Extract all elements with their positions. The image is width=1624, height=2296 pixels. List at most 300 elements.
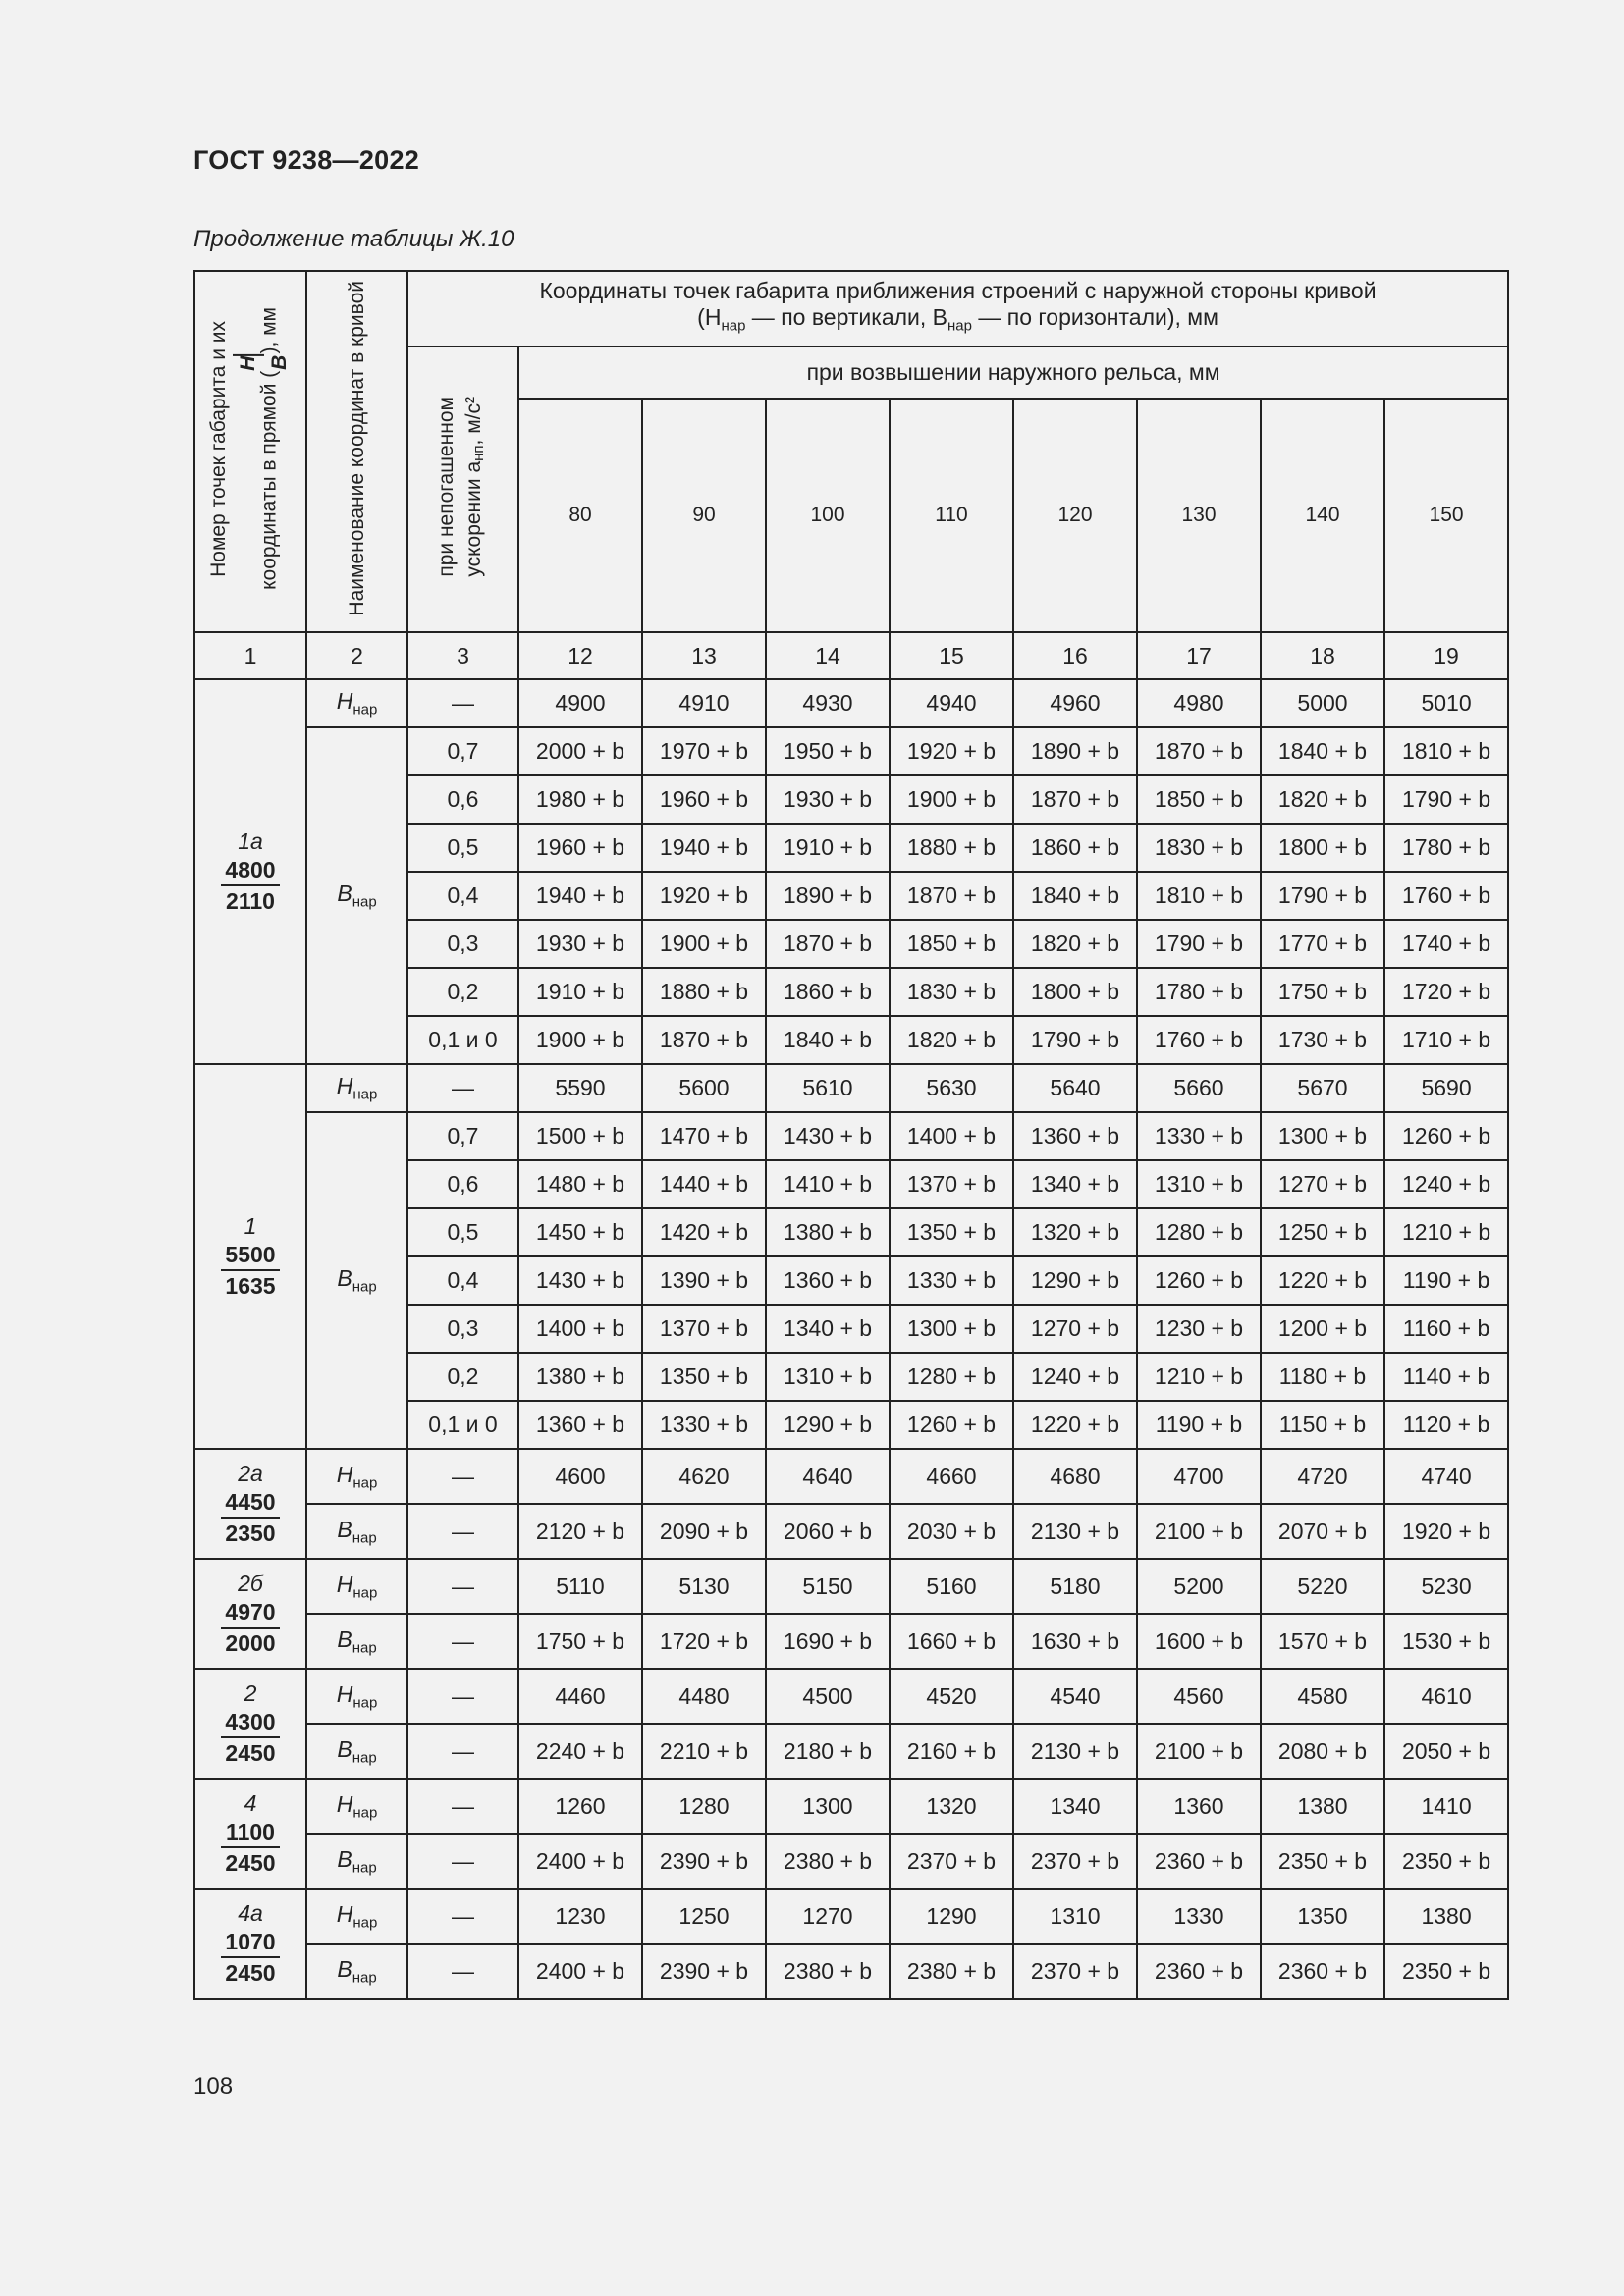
coord-b-label (306, 1112, 407, 1449)
b-value: 1960 + b (642, 775, 766, 824)
point-name: 4 (244, 1789, 257, 1816)
header-point-line1: Номер точек габарита и их (207, 320, 230, 577)
acceleration-value: 0,4 (407, 872, 518, 920)
b-value: 1400 + b (890, 1112, 1013, 1160)
acceleration-value: 0,6 (407, 775, 518, 824)
elevation-value: 120 (1013, 399, 1137, 632)
b-value: 1720 + b (642, 1614, 766, 1669)
elevation-value: 140 (1261, 399, 1384, 632)
b-value: 1870 + b (642, 1016, 766, 1064)
b-value: 1430 + b (766, 1112, 890, 1160)
b-value: 1800 + b (1013, 968, 1137, 1016)
acceleration-value: — (407, 1064, 518, 1112)
h-value: 4500 (766, 1669, 890, 1724)
h-value: 5670 (1261, 1064, 1384, 1112)
h-value: 1300 (766, 1779, 890, 1834)
coord-subscript: нар (352, 1804, 378, 1822)
coord-subscript: нар (352, 1584, 378, 1602)
b-value: 1260 + b (890, 1401, 1013, 1449)
b-value: 1330 + b (1137, 1112, 1261, 1160)
column-number: 18 (1261, 632, 1384, 679)
elevation-value: 130 (1137, 399, 1261, 632)
coord-subscript: нар (352, 1969, 377, 1987)
b-value: 2240 + b (518, 1724, 642, 1779)
b-value: 2210 + b (642, 1724, 766, 1779)
h-value: 5690 (1384, 1064, 1508, 1112)
coord-h-label (306, 1779, 407, 1834)
table-row (194, 1449, 1508, 1504)
coord-h-label (306, 1559, 407, 1614)
b-value: 1230 + b (1137, 1305, 1261, 1353)
h-value: 4940 (890, 679, 1013, 727)
coord-symbol: B (337, 881, 352, 907)
b-value: 1390 + b (642, 1256, 766, 1305)
b-value: 1250 + b (1261, 1208, 1384, 1256)
h-value: 1250 (642, 1889, 766, 1944)
b-value: 1870 + b (890, 872, 1013, 920)
b-value: 2350 + b (1384, 1944, 1508, 1999)
column-number: 17 (1137, 632, 1261, 679)
b-value: 2390 + b (642, 1834, 766, 1889)
h-value: 4460 (518, 1669, 642, 1724)
header-main (407, 271, 1508, 347)
b-value: 1190 + b (1137, 1401, 1261, 1449)
coord-b-label (306, 1614, 407, 1669)
coord-subscript: нар (352, 1694, 378, 1712)
coord-symbol: H (336, 1790, 353, 1817)
b-value: 1360 + b (766, 1256, 890, 1305)
point-cell (194, 1779, 306, 1889)
table-row (194, 1724, 1508, 1779)
h-value: 4600 (518, 1449, 642, 1504)
coord-symbol: H (336, 1073, 353, 1099)
h-value: 4680 (1013, 1449, 1137, 1504)
point-cell (194, 1559, 306, 1669)
b-value: 1530 + b (1384, 1614, 1508, 1669)
b-value: 2030 + b (890, 1504, 1013, 1559)
b-value: 1870 + b (1013, 775, 1137, 824)
b-value: 1900 + b (642, 920, 766, 968)
h-value: 4580 (1261, 1669, 1384, 1724)
header-fraction: H B (233, 354, 296, 371)
b-value: 1360 + b (518, 1401, 642, 1449)
b-value: 1380 + b (518, 1353, 642, 1401)
header-elevation: при возвышении наружного рельса, мм (518, 347, 1508, 399)
column-number: 15 (890, 632, 1013, 679)
b-value: 1730 + b (1261, 1016, 1384, 1064)
h-value: 5630 (890, 1064, 1013, 1112)
acceleration-value: — (407, 1779, 518, 1834)
h-value: 4720 (1261, 1449, 1384, 1504)
table-row (194, 727, 1508, 775)
h-value: 5130 (642, 1559, 766, 1614)
point-h: 5500 (221, 1240, 280, 1271)
acceleration-value: — (407, 1834, 518, 1889)
header-main-line2: ($H_{нар}$ — по вертикали, $B_{нар}$ — по горизонтали), мм (697, 304, 1218, 335)
b-value: 1140 + b (1384, 1353, 1508, 1401)
coord-symbol: H (336, 688, 353, 715)
b-value: 1760 + b (1137, 1016, 1261, 1064)
table-row (194, 1112, 1508, 1160)
h-value: 1350 (1261, 1889, 1384, 1944)
coord-subscript: нар (352, 1086, 378, 1103)
b-value: 1930 + b (766, 775, 890, 824)
b-value: 1750 + b (518, 1614, 642, 1669)
point-cell (194, 679, 306, 1064)
b-value: 1790 + b (1137, 920, 1261, 968)
point-b: 2450 (225, 1959, 276, 1986)
coord-h-label (306, 1449, 407, 1504)
acceleration-value: — (407, 1449, 518, 1504)
point-h: 1100 (221, 1817, 280, 1848)
h-value: 5110 (518, 1559, 642, 1614)
coord-symbol: B (337, 1626, 352, 1652)
header-point-unit: , мм (257, 307, 281, 347)
b-value: 1300 + b (890, 1305, 1013, 1353)
h-value: 1360 (1137, 1779, 1261, 1834)
h-value: 1310 (1013, 1889, 1137, 1944)
h-value: 4740 (1384, 1449, 1508, 1504)
h-value: 5600 (642, 1064, 766, 1112)
table-row (194, 1779, 1508, 1834)
b-value: 1820 + b (1261, 775, 1384, 824)
h-value: 1340 (1013, 1779, 1137, 1834)
h-value: 5000 (1261, 679, 1384, 727)
table-row (194, 1064, 1508, 1112)
header-point-coords: Номер точек габарита и их координаты в прямой ( H B ), мм (194, 271, 306, 632)
b-value: 1120 + b (1384, 1401, 1508, 1449)
coord-symbol: B (337, 1845, 352, 1872)
h-value: 5220 (1261, 1559, 1384, 1614)
h-value: 5610 (766, 1064, 890, 1112)
h-value: 1380 (1261, 1779, 1384, 1834)
b-value: 1920 + b (890, 727, 1013, 775)
elevation-value: 150 (1384, 399, 1508, 632)
header-acceleration: при непогашенном ускорении $a_{нп}$, м/с² (407, 347, 518, 632)
b-value: 1660 + b (890, 1614, 1013, 1669)
column-number: 2 (306, 632, 407, 679)
acceleration-value: — (407, 1944, 518, 1999)
h-value: 4520 (890, 1669, 1013, 1724)
table-row (194, 1559, 1508, 1614)
point-name: 2б (238, 1570, 263, 1596)
b-value: 1820 + b (890, 1016, 1013, 1064)
b-value: 1240 + b (1013, 1353, 1137, 1401)
acceleration-value: 0,1 и 0 (407, 1401, 518, 1449)
table-row (194, 1889, 1508, 1944)
b-value: 1470 + b (642, 1112, 766, 1160)
table-row (194, 1944, 1508, 1999)
b-value: 1870 + b (766, 920, 890, 968)
acceleration-value: 0,4 (407, 1256, 518, 1305)
point-b: 2450 (225, 1739, 276, 1766)
b-value: 2360 + b (1137, 1944, 1261, 1999)
b-value: 2050 + b (1384, 1724, 1508, 1779)
point-h: 4450 (221, 1487, 280, 1519)
b-value: 1260 + b (1384, 1112, 1508, 1160)
h-value: 1280 (642, 1779, 766, 1834)
acceleration-value: 0,5 (407, 824, 518, 872)
coord-b-label (306, 1944, 407, 1999)
b-value: 1900 + b (890, 775, 1013, 824)
column-number: 3 (407, 632, 518, 679)
h-value: 5160 (890, 1559, 1013, 1614)
b-value: 1920 + b (1384, 1504, 1508, 1559)
b-value: 1210 + b (1384, 1208, 1508, 1256)
b-value: 2070 + b (1261, 1504, 1384, 1559)
b-value: 1300 + b (1261, 1112, 1384, 1160)
h-value: 1320 (890, 1779, 1013, 1834)
coord-subscript: нар (352, 1914, 378, 1932)
b-value: 1690 + b (766, 1614, 890, 1669)
coord-subscript: нар (352, 1749, 377, 1767)
b-value: 1860 + b (1013, 824, 1137, 872)
coord-symbol: B (337, 1516, 352, 1542)
h-value: 4900 (518, 679, 642, 727)
acceleration-value: — (407, 1889, 518, 1944)
b-value: 1880 + b (642, 968, 766, 1016)
coord-subscript: нар (352, 893, 377, 911)
b-value: 2000 + b (518, 727, 642, 775)
h-value: 1330 (1137, 1889, 1261, 1944)
b-value: 1960 + b (518, 824, 642, 872)
table-row (194, 1614, 1508, 1669)
b-value: 1290 + b (1013, 1256, 1137, 1305)
h-value: 1380 (1384, 1889, 1508, 1944)
b-value: 1500 + b (518, 1112, 642, 1160)
b-value: 1180 + b (1261, 1353, 1384, 1401)
h-value: 5640 (1013, 1064, 1137, 1112)
point-h: 4800 (221, 855, 280, 886)
coord-b-label (306, 1504, 407, 1559)
point-cell (194, 1889, 306, 1999)
b-value: 1840 + b (1261, 727, 1384, 775)
b-value: 1600 + b (1137, 1614, 1261, 1669)
acceleration-value: 0,5 (407, 1208, 518, 1256)
b-value: 1370 + b (890, 1160, 1013, 1208)
coord-subscript: нар (352, 1639, 377, 1657)
b-value: 1910 + b (766, 824, 890, 872)
acceleration-value: 0,7 (407, 727, 518, 775)
b-value: 1870 + b (1137, 727, 1261, 775)
acceleration-value: — (407, 1504, 518, 1559)
acceleration-value: 0,2 (407, 968, 518, 1016)
b-value: 1860 + b (766, 968, 890, 1016)
b-value: 1720 + b (1384, 968, 1508, 1016)
acceleration-value: — (407, 1614, 518, 1669)
b-value: 1850 + b (1137, 775, 1261, 824)
b-value: 2120 + b (518, 1504, 642, 1559)
b-value: 1840 + b (766, 1016, 890, 1064)
b-value: 1900 + b (518, 1016, 642, 1064)
coord-subscript: нар (352, 1859, 377, 1877)
coord-b-label (306, 1834, 407, 1889)
point-name: 2 (244, 1680, 257, 1706)
acceleration-value: 0,1 и 0 (407, 1016, 518, 1064)
point-name: 2а (238, 1460, 263, 1486)
elevation-value: 80 (518, 399, 642, 632)
coord-h-label (306, 679, 407, 727)
b-value: 1780 + b (1384, 824, 1508, 872)
b-value: 1270 + b (1013, 1305, 1137, 1353)
document-title: ГОСТ 9238—2022 (193, 145, 420, 175)
coord-symbol: H (336, 1571, 353, 1597)
b-value: 1350 + b (642, 1353, 766, 1401)
b-value: 1220 + b (1261, 1256, 1384, 1305)
point-cell (194, 1669, 306, 1779)
b-value: 1790 + b (1261, 872, 1384, 920)
h-value: 5150 (766, 1559, 890, 1614)
b-value: 2360 + b (1261, 1944, 1384, 1999)
b-value: 1810 + b (1384, 727, 1508, 775)
b-value: 1370 + b (642, 1305, 766, 1353)
acceleration-value: — (407, 679, 518, 727)
b-value: 1410 + b (766, 1160, 890, 1208)
h-value: 4930 (766, 679, 890, 727)
b-value: 1350 + b (890, 1208, 1013, 1256)
h-value: 5010 (1384, 679, 1508, 727)
b-value: 1380 + b (766, 1208, 890, 1256)
b-value: 2380 + b (766, 1834, 890, 1889)
b-value: 1260 + b (1137, 1256, 1261, 1305)
b-value: 1830 + b (890, 968, 1013, 1016)
h-value: 4540 (1013, 1669, 1137, 1724)
h-value: 1230 (518, 1889, 642, 1944)
b-value: 1940 + b (642, 824, 766, 872)
coord-h-label (306, 1669, 407, 1724)
h-value: 4480 (642, 1669, 766, 1724)
acceleration-value: — (407, 1559, 518, 1614)
acceleration-value: 0,6 (407, 1160, 518, 1208)
b-value: 1400 + b (518, 1305, 642, 1353)
coord-subscript: нар (352, 1529, 377, 1547)
b-value: 1920 + b (642, 872, 766, 920)
b-value: 1980 + b (518, 775, 642, 824)
h-value: 1270 (766, 1889, 890, 1944)
b-value: 1820 + b (1013, 920, 1137, 968)
b-value: 2100 + b (1137, 1724, 1261, 1779)
coord-subscript: нар (352, 1278, 377, 1296)
b-value: 1440 + b (642, 1160, 766, 1208)
b-value: 2130 + b (1013, 1504, 1137, 1559)
b-value: 1280 + b (890, 1353, 1013, 1401)
point-h: 4300 (221, 1707, 280, 1738)
b-value: 2400 + b (518, 1944, 642, 1999)
coord-b-label (306, 727, 407, 1064)
point-b: 2450 (225, 1849, 276, 1876)
b-value: 2160 + b (890, 1724, 1013, 1779)
elevation-value: 90 (642, 399, 766, 632)
b-value: 1890 + b (1013, 727, 1137, 775)
b-value: 1770 + b (1261, 920, 1384, 968)
b-value: 1810 + b (1137, 872, 1261, 920)
b-value: 2400 + b (518, 1834, 642, 1889)
b-value: 2370 + b (1013, 1944, 1137, 1999)
b-value: 1340 + b (1013, 1160, 1137, 1208)
h-value: 4910 (642, 679, 766, 727)
b-value: 2380 + b (890, 1944, 1013, 1999)
table-row (194, 1504, 1508, 1559)
point-b: 2110 (226, 887, 275, 914)
h-value: 4610 (1384, 1669, 1508, 1724)
elevation-value: 100 (766, 399, 890, 632)
gabarit-table (193, 270, 1509, 2000)
b-value: 2390 + b (642, 1944, 766, 1999)
b-value: 2370 + b (890, 1834, 1013, 1889)
b-value: 1310 + b (766, 1353, 890, 1401)
b-value: 1330 + b (642, 1401, 766, 1449)
h-value: 5200 (1137, 1559, 1261, 1614)
b-value: 1850 + b (890, 920, 1013, 968)
b-value: 2180 + b (766, 1724, 890, 1779)
h-value: 4700 (1137, 1449, 1261, 1504)
b-value: 2060 + b (766, 1504, 890, 1559)
coord-symbol: H (336, 1900, 353, 1927)
b-value: 1940 + b (518, 872, 642, 920)
b-value: 1570 + b (1261, 1614, 1384, 1669)
b-value: 1200 + b (1261, 1305, 1384, 1353)
h-value: 1290 (890, 1889, 1013, 1944)
column-number: 16 (1013, 632, 1137, 679)
h-value: 1410 (1384, 1779, 1508, 1834)
b-value: 1760 + b (1384, 872, 1508, 920)
b-value: 2090 + b (642, 1504, 766, 1559)
b-value: 1240 + b (1384, 1160, 1508, 1208)
coord-symbol: H (336, 1681, 353, 1707)
b-value: 1310 + b (1137, 1160, 1261, 1208)
b-value: 1340 + b (766, 1305, 890, 1353)
b-value: 1360 + b (1013, 1112, 1137, 1160)
h-value: 4640 (766, 1449, 890, 1504)
table-row (194, 1834, 1508, 1889)
column-number: 12 (518, 632, 642, 679)
b-value: 1890 + b (766, 872, 890, 920)
b-value: 1420 + b (642, 1208, 766, 1256)
b-value: 1880 + b (890, 824, 1013, 872)
acceleration-value: — (407, 1724, 518, 1779)
point-name: 1а (238, 828, 263, 854)
header-point-line2: координаты в прямой (257, 383, 281, 590)
b-value: 1190 + b (1384, 1256, 1508, 1305)
b-value: 1150 + b (1261, 1401, 1384, 1449)
h-value: 1260 (518, 1779, 642, 1834)
elevation-value: 110 (890, 399, 1013, 632)
h-value: 4960 (1013, 679, 1137, 727)
b-value: 1740 + b (1384, 920, 1508, 968)
h-value: 5180 (1013, 1559, 1137, 1614)
acceleration-value: — (407, 1669, 518, 1724)
column-number: 13 (642, 632, 766, 679)
coord-b-label (306, 1724, 407, 1779)
b-value: 1780 + b (1137, 968, 1261, 1016)
b-value: 1750 + b (1261, 968, 1384, 1016)
b-value: 2080 + b (1261, 1724, 1384, 1779)
b-value: 2360 + b (1137, 1834, 1261, 1889)
acceleration-value: 0,3 (407, 1305, 518, 1353)
coord-h-label (306, 1064, 407, 1112)
h-value: 5660 (1137, 1064, 1261, 1112)
b-value: 2370 + b (1013, 1834, 1137, 1889)
b-value: 2130 + b (1013, 1724, 1137, 1779)
column-number: 14 (766, 632, 890, 679)
b-value: 2350 + b (1261, 1834, 1384, 1889)
h-value: 4660 (890, 1449, 1013, 1504)
coord-symbol: H (336, 1461, 353, 1487)
b-value: 1270 + b (1261, 1160, 1384, 1208)
b-value: 2350 + b (1384, 1834, 1508, 1889)
table-row (194, 1669, 1508, 1724)
b-value: 1830 + b (1137, 824, 1261, 872)
